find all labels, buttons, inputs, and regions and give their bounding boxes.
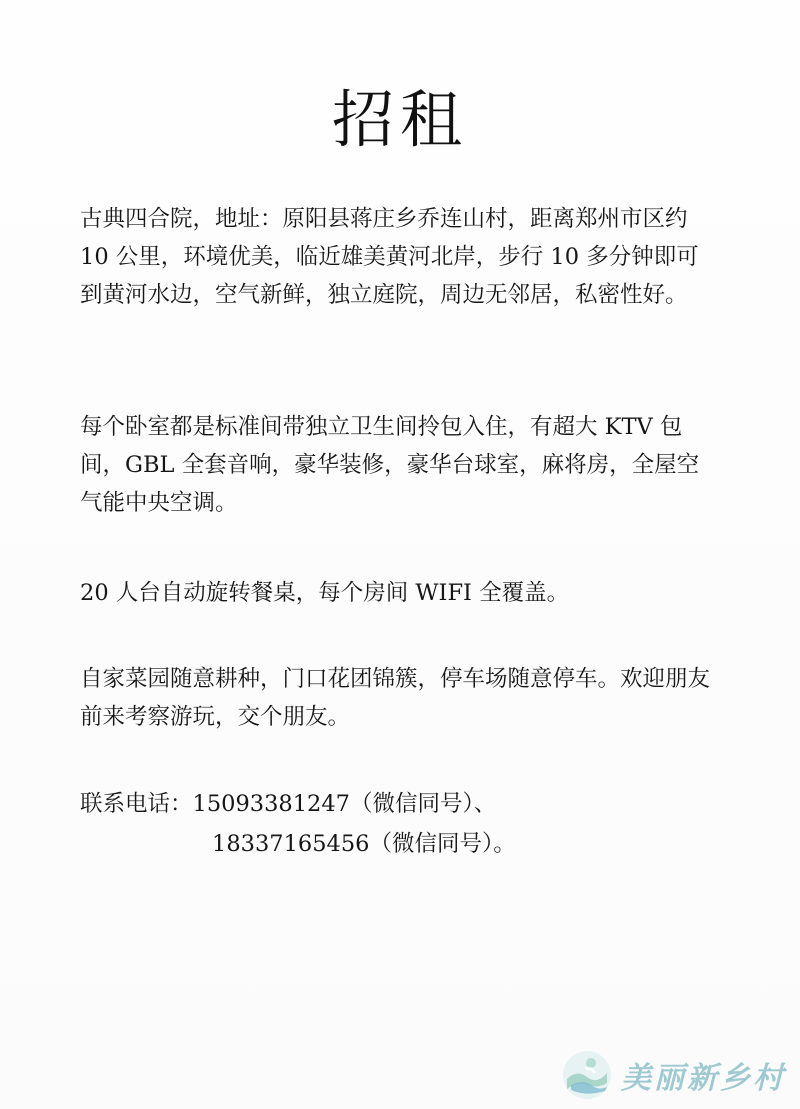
contact-phone-1: 15093381247（微信同号）、 xyxy=(192,791,497,817)
contact-phone-2: 18337165456（微信同号）。 xyxy=(212,831,516,857)
paragraph-location: 古典四合院，地址：原阳县蒋庄乡乔连山村，距离郑州市区约 10 公里，环境优美，临近雄美黄河北岸，步行 10 多分钟即可到黄河水边，空气新鲜，独立庭院，周边无邻居，私密性好。 xyxy=(80,206,699,308)
contact-row-1 xyxy=(80,784,516,824)
paragraph-dining: 20 人台自动旋转餐桌，每个房间 WIFI 全覆盖。 xyxy=(80,580,570,606)
watermark-text: 美丽新乡村 xyxy=(621,1061,786,1096)
paragraph-garden: 自家菜园随意耕种，门口花团锦簇，停车场随意停车。欢迎朋友前来考察游玩，交个朋友。 xyxy=(80,666,711,730)
paragraph-rooms: 每个卧室都是标准间带独立卫生间拎包入住，有超大 KTV 包间，GBL 全套音响，豪华装修，豪华台球室，麻将房，全屋空气能中央空调。 xyxy=(80,414,700,516)
contact-block xyxy=(80,784,516,864)
village-logo-icon xyxy=(561,1049,613,1101)
contact-label: 联系电话： xyxy=(80,791,193,817)
page-title: 招租 xyxy=(331,83,468,156)
watermark xyxy=(561,1049,786,1101)
contact-row-2 xyxy=(80,824,516,864)
